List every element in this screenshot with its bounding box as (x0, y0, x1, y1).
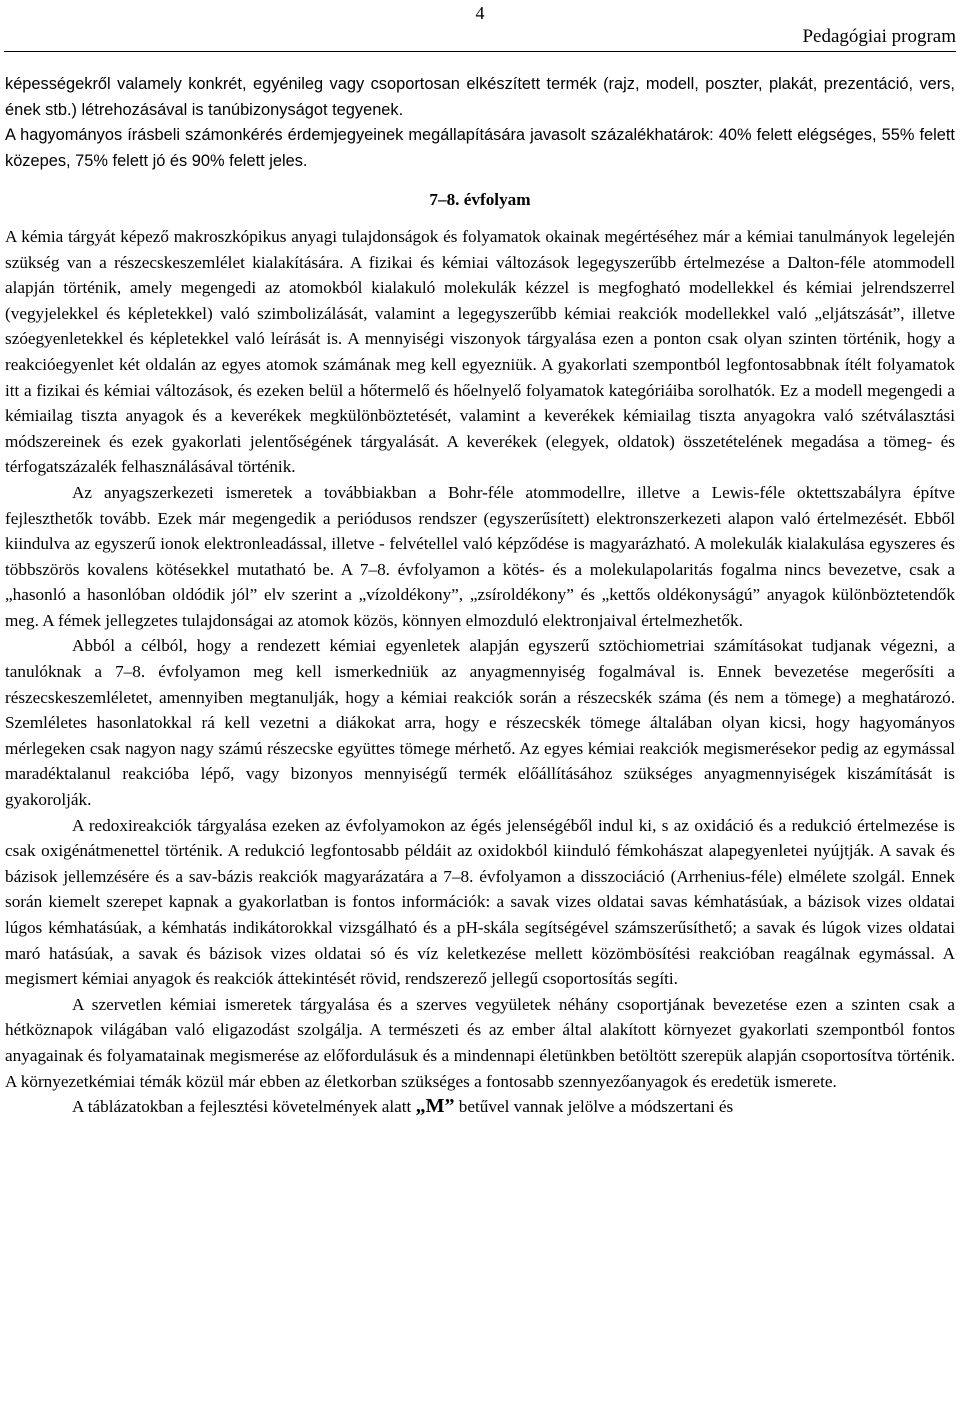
m-marker: M (425, 1095, 445, 1118)
grading-thresholds-paragraph: A hagyományos írásbeli számonkérés érdemjegyeinek megállapítására javasolt százalékhatárok: 40% felett elégséges, 55% felett közepes, 75% felett jó és 90% felett jeles. (5, 126, 955, 170)
intro-paragraph-continued: képességekről valamely konkrét, egyénileg vagy csoportosan elkészített termék (rajz, modell, poszter, plakát, prezentáció, vers, ének stb.) létrehozásával is tanúbizonyságot tegyenek. (5, 75, 955, 119)
paragraph-redox-acid-base: A redoxireakciók tárgyalása ezeken az évfolyamokon az égés jelenségéből indul ki, s az oxidáció és a redukció értelmezése is csak oxigénátmenettel történik. A redukció legfontosabb példáit az oxidokból kiinduló fémkohászat alapegyenletei nyújtják. A savak és bázisok jellemzésére és a sav-bázis reakciók magyarázatára a 7–8. évfolyamon a disszociáció (Arrhenius-féle) elmélete szolgál. Ennek során kiemelt szerepet kapnak a gyakorlatban is fontos információk: a savak vizes oldatai savas kémhatásúak, a bázisok vizes oldatai lúgos kémhatásúak, a kémhatás indikátorokkal vizsgálható és a pH-skála segítségével számszerűsíthető; a savak és lúgok vizes oldatai maró hatásúak, a savak és bázisok vizes oldatai só és víz keletkezése mellett közömbösítési reakcióban reagálnak egymással. A megismert kémiai anyagok és reakciók áttekintését rövid, rendszerező jellegű csoportosítás segíti. (5, 815, 955, 989)
methodology-text-end: betűvel vannak jelölve a módszertani és (454, 1097, 734, 1117)
paragraph-inorganic-organic: A szervetlen kémiai ismeretek tárgyalása és a szerves vegyületek néhány csoportjának bevezetése ezen a szinten csak a hétköznapok világában való eligazodást szolgálja. A természeti és az ember által alakított környezet gyakorlati szempontból fontos anyagainak és folyamatainak megismerése az előfordulásuk és a mindennapi életünkben betöltött szerepük alapján csoportosítva történik. A környezetkémiai témák közül már ebben az életkorban szükséges a fontosabb szennyezőanyagok és eredetük ismerete. (5, 994, 955, 1091)
paragraph-atomic-structure: Az anyagszerkezeti ismeretek a továbbiakban a Bohr-féle atommodellre, illetve a Lewis-féle oktettszabályra építve fejleszthetők tovább. Ezek már megengedik a periódusos rendszer (egyszerűsített) elektronszerkezeti alapon való értelmezését. Ebből kiindulva az egyszerű ionok elektronleadással, illetve - felvétellel való képződése is magyarázható. A molekulák kialakulása egyszeres és többszörös kovalens kötésekkel mutatható be. A 7–8. évfolyamon a kötés- és a molekulapolaritás fogalma nincs bevezetve, csak a „hasonló a hasonlóban oldódik jól” elv szerint a „vízoldékony”, „zsíroldékony” és „kettős oldékonyságú” anyagok különböztetendők meg. A fémek jellegzetes tulajdonságai az atomok közös, könnyen elmozduló elektronjaival értelmezhetők. (5, 482, 955, 630)
paragraph-particle-model: A kémia tárgyát képező makroszkópikus anyagi tulajdonságok és folyamatok okainak megértéséhez már a kémiai tanulmányok legelején szükség van a részecskeszemlélet kialakítására. A fizikai és kémiai változások legegyszerűbb értelmezése a Dalton-féle atommodell alapján történik, amely megengedi az atomokból kialakuló molekulák kézzel is megfogható modellekkel és kémiai jelrendszerrel (vegyjelekkel és képletekkel) való szimbolizálását, valamint a legegyszerűbb kémiai reakciók modellekkel való „eljátszását”, illetve szóegyenletekkel és képletekkel való leírását is. A mennyiségi viszonyok tárgyalása ezen a ponton csak olyan szinten történik, hogy a reakcióegyenlet két oldalán az egyes atomok számának meg kell egyezniük. A gyakorlati szempontból legfontosabbnak ítélt folyamatok itt a fizikai és kémiai változások, és ezeken belül a hőtermelő és hőelnyelő folyamatok kategóriáiba sorolhatók. Ez a modell megengedi a kémiailag tiszta anyagok és a keverékek megkülönböztetését, valamint a keverékek kémiailag tiszta anyagokra való szétválasztási módszereinek és ezek gyakorlati jelentőségének tárgyalását. A keverékek (elegyek, oldatok) összetételének megadása a tömeg- és térfogatszázalék felhasználásával történik. (5, 226, 955, 477)
paragraph-stoichiometry: Abból a célból, hogy a rendezett kémiai egyenletek alapján egyszerű sztöchiometriai számításokat tudjanak végezni, a tanulóknak a 7–8. évfolyamon meg kell ismerkedniük az anyagmennyiség fogalmával is. Ennek bevezetése megerősíti a részecskeszemléletet, amennyiben megtanulják, hogy a kémiai reakciók során a részecskék száma (és nem a tömege) a meghatározó. Szemléletes hasonlatokkal rá kell vezetni a diákokat arra, hogy e részecskék tömege általában olyan kicsi, hogy hagyományos mérlegeken csak nagyon nagy számú részecske együttes tömege mérhető. Az egyes kémiai reakciók megismerésekor pedig az egymással maradéktalanul reakcióba lépő, vagy bizonyos mennyiségű termék előállításához szükséges anyagmennyiségek kiszámítását is gyakorolják. (5, 636, 955, 810)
methodology-text-start: A táblázatokban a fejlesztési követelmények alatt (72, 1097, 416, 1117)
m-marker-close-quote: ” (444, 1095, 455, 1118)
paragraph-methodology-note (5, 1094, 955, 1120)
header-title: Pedagógiai program (802, 26, 956, 47)
header-divider (4, 51, 956, 52)
page-number: 4 (475, 3, 485, 23)
document-body (5, 72, 955, 1120)
section-heading: 7–8. évfolyam (429, 190, 531, 210)
m-marker-open-quote: „ (415, 1095, 426, 1118)
